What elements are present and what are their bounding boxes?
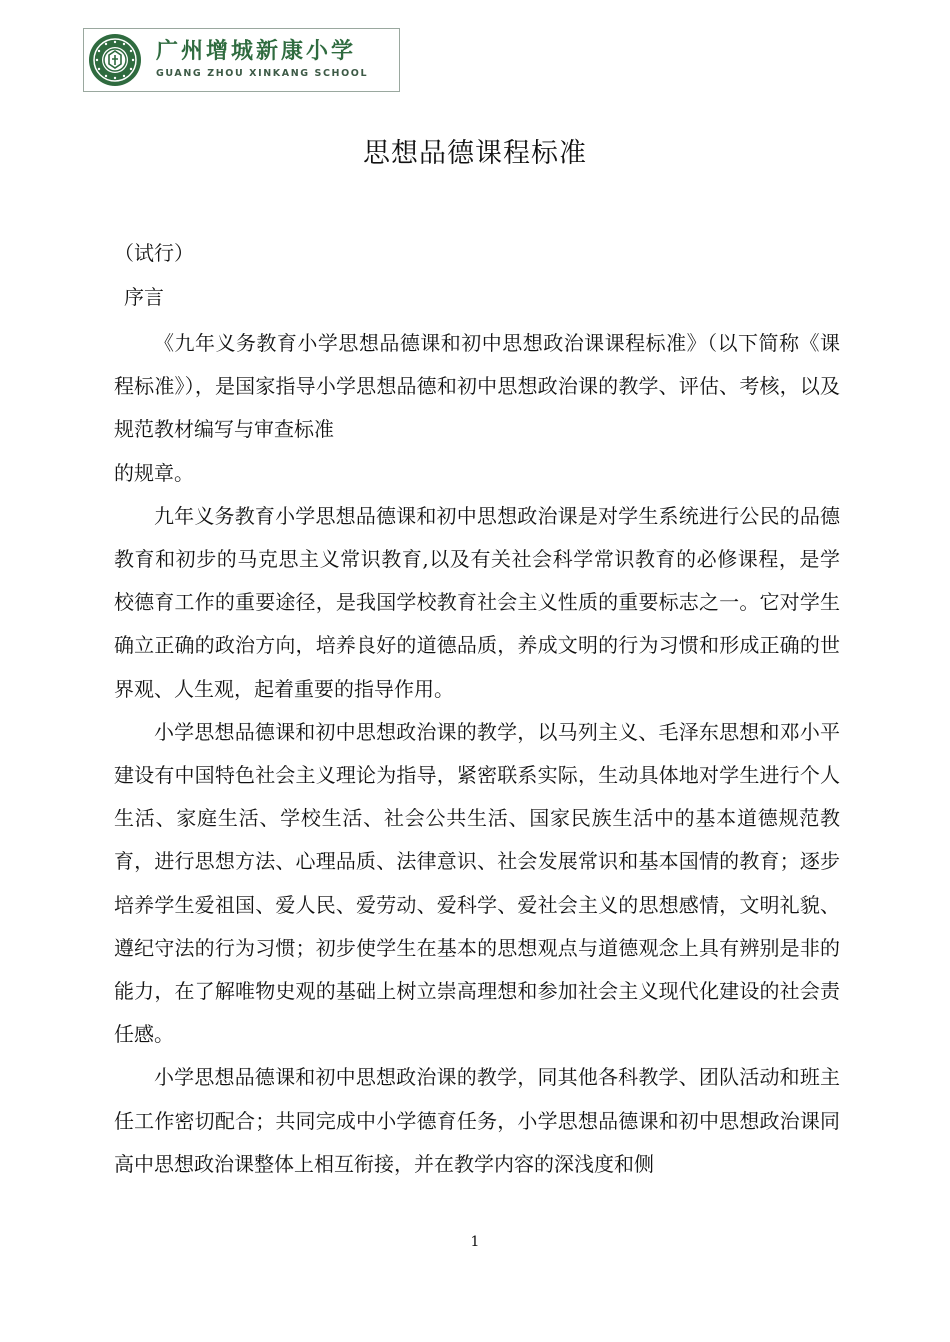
document-title: 思想品德课程标准 bbox=[363, 138, 587, 169]
page-number: 1 bbox=[470, 1234, 480, 1250]
paragraph: 《九年义务教育小学思想品德课和初中思想政治课课程标准》（以下简称《课程标准》），是国家指导小学思想品德和初中思想政治课的教学、评估、考核，以及规范教材编写与审查标准 bbox=[114, 331, 840, 442]
paragraph: 小学思想品德课和初中思想政治课的教学，同其他各科教学、团队活动和班主任工作密切配合；共同完成中小学德育任务，小学思想品德课和初中思想政治课同高中思想政治课整体上相互衔接，并在教学内容的深浅度和侧 bbox=[114, 1065, 840, 1176]
paragraph-continuation: 的规章。 bbox=[114, 460, 194, 485]
school-logo bbox=[83, 28, 400, 92]
logo-text bbox=[156, 39, 368, 81]
body-text bbox=[114, 322, 840, 1186]
school-name-cn: 广州增城新康小学 bbox=[156, 39, 357, 64]
trial-label: （试行） bbox=[114, 241, 194, 265]
paragraph: 九年义务教育小学思想品德课和初中思想政治课是对学生系统进行公民的品德教育和初步的马克思主义常识教育,以及有关社会科学常识教育的必修课程，是学校德育工作的重要途径，是我国学校教育社会主义性质的重要标志之一。它对学生确立正确的政治方向，培养良好的道德品质，养成文明的行为习惯和形成正确的世界观、人生观，起着重要的指导作用。 bbox=[114, 503, 840, 701]
school-emblem-icon bbox=[88, 33, 142, 87]
school-name-en: GUANG ZHOU XINKANG SCHOOL bbox=[156, 68, 369, 79]
preface-heading: 序言 bbox=[124, 285, 164, 309]
paragraph: 小学思想品德课和初中思想政治课的教学，以马列主义、毛泽东思想和邓小平建设有中国特色社会主义理论为指导，紧密联系实际，生动具体地对学生进行个人生活、家庭生活、学校生活、社会公共生活、国家民族生活中的基本道德规范教育，进行思想方法、心理品质、法律意识、社会发展常识和基本国情的教育；逐步培养学生爱祖国、爱人民、爱劳动、爱科学、爱社会主义的思想感情，文明礼貌、遵纪守法的行为习惯；初步使学生在基本的思想观点与道德观念上具有辨别是非的能力，在了解唯物史观的基础上树立崇高理想和参加社会主义现代化建设的社会责任感。 bbox=[114, 719, 840, 1047]
